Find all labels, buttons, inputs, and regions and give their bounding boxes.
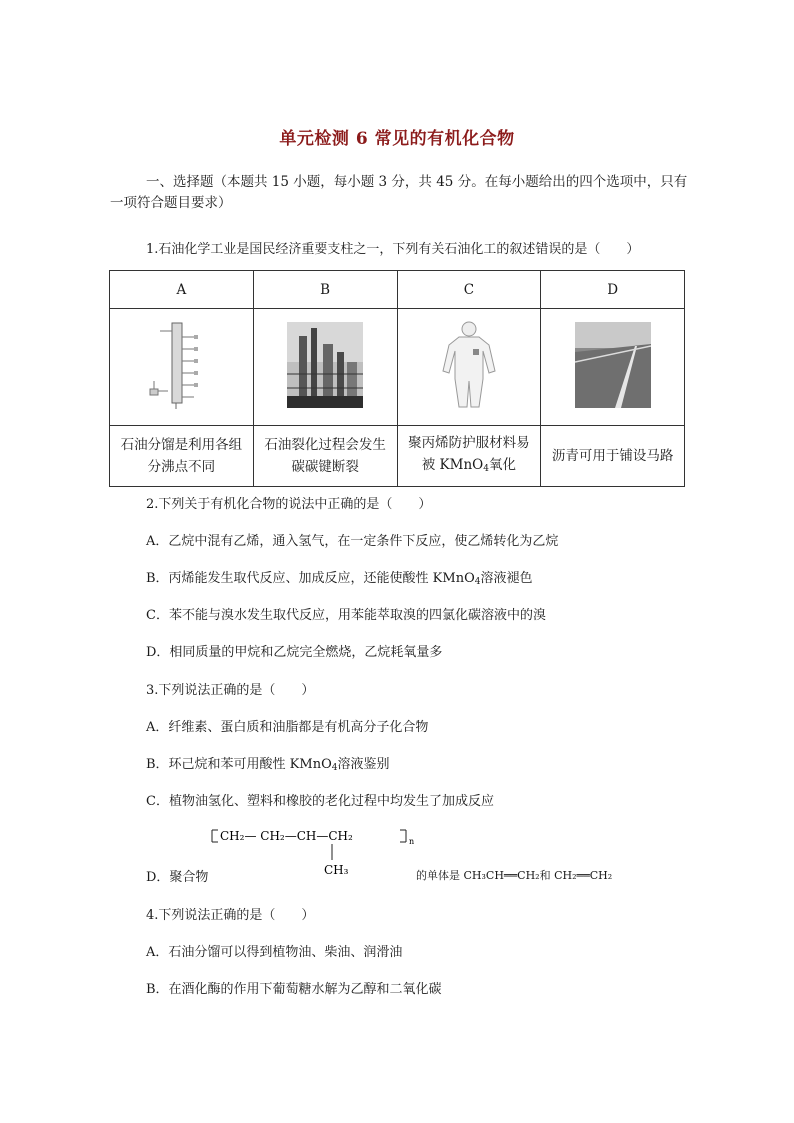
question-2-option-b	[146, 567, 533, 587]
question-3-option-b	[146, 753, 390, 773]
refinery-photo	[287, 322, 363, 408]
option-c-formula: 被 KMnO	[421, 457, 484, 473]
question-1-stem: 1.石油化学工业是国民经济重要支柱之一，下列有关石油化工的叙述错误的是（ ）	[146, 242, 640, 257]
option-d-header: D	[541, 271, 685, 309]
question-4-stem: 4.下列说法正确的是（ ）	[146, 908, 315, 923]
option-b-header: B	[253, 271, 397, 309]
page-title: 单元检测 6 常见的有机化合物	[279, 129, 515, 149]
option-d-text-line-1: 沥青可用于铺设马路	[551, 448, 674, 464]
asphalt-road-photo	[575, 322, 651, 408]
option-d-image-cell	[541, 309, 685, 426]
option-c-text-line-2	[398, 454, 541, 480]
question-2-stem: 2.下列关于有机化合物的说法中正确的是（ ）	[146, 497, 432, 512]
polymer-main-chain: CH₂— CH₂—CH—CH₂	[220, 829, 353, 843]
q2-b-text: B．丙烯能发生取代反应、加成反应，还能使酸性 KMnO	[146, 571, 475, 586]
option-c-header: C	[397, 271, 541, 309]
question-2-option-c: C．苯不能与溴水发生取代反应，用苯能萃取溴的四氯化碳溶液中的溴	[146, 608, 546, 623]
option-b-image-cell	[253, 309, 397, 426]
question-3-option-a: A．纤维素、蛋白质和油脂都是有机高分子化合物	[146, 720, 429, 735]
q3-b-subscript: 4	[331, 763, 338, 773]
option-a-text-line-1: 石油分馏是利用各组	[120, 437, 243, 453]
q2-b-tail: 溶液褪色	[480, 571, 533, 586]
option-c-text-line-1: 聚丙烯防护服材料易	[408, 435, 530, 451]
option-d-text	[541, 426, 685, 487]
q3-b-text: B．环己烷和苯可用酸性 KMnO	[146, 757, 332, 772]
protective-suit-photo	[439, 319, 499, 411]
question-4-option-b: B．在酒化酶的作用下葡萄糖水解为乙醇和二氧化碳	[146, 982, 442, 997]
option-b-text-line-1: 石油裂化过程会发生	[264, 437, 386, 453]
option-b-text	[253, 426, 397, 487]
question-3-option-d-label: D．聚合物	[146, 870, 209, 885]
question-2-option-d: D．相同质量的甲烷和乙烷完全燃烧，乙烷耗氧量多	[146, 645, 443, 660]
option-b-text-line-2: 碳碳键断裂	[291, 459, 359, 475]
question-2-option-a: A．乙烷中混有乙烯，通入氢气，在一定条件下反应，使乙烯转化为乙烷	[146, 534, 559, 549]
q2-b-subscript: 4	[474, 577, 481, 587]
question-3-option-d-tail: 的单体是 CH₃CH══CH₂和 CH₂══CH₂	[416, 869, 613, 882]
polymer-n: n	[409, 837, 415, 846]
option-c-image-cell	[397, 309, 541, 426]
distillation-column-diagram	[146, 319, 216, 411]
question-4-option-a: A．石油分馏可以得到植物油、柴油、润滑油	[146, 945, 403, 960]
option-a-image-cell	[110, 309, 254, 426]
section-heading: 一、选择题（本题共 15 小题，每小题 3 分，共 45 分。在每小题给出的四个选项中，只有一项符合题目要求）	[110, 174, 688, 211]
q3-b-tail: 溶液鉴别	[337, 757, 390, 772]
option-c-tail: 氧化	[488, 457, 516, 473]
question-3-option-c: C．植物油氢化、塑料和橡胶的老化过程中均发生了加成反应	[146, 794, 494, 809]
option-a-header: A	[110, 271, 254, 309]
option-c-subscript: 4	[483, 464, 489, 474]
polymer-branch: CH₃	[324, 863, 349, 877]
option-a-text-line-2: 分沸点不同	[147, 459, 216, 475]
option-c-text	[397, 426, 541, 487]
polymer-structure-formula	[210, 826, 420, 882]
question-3-stem: 3.下列说法正确的是（ ）	[146, 683, 315, 698]
question-1-options-table	[109, 270, 685, 487]
option-a-text	[110, 426, 254, 487]
